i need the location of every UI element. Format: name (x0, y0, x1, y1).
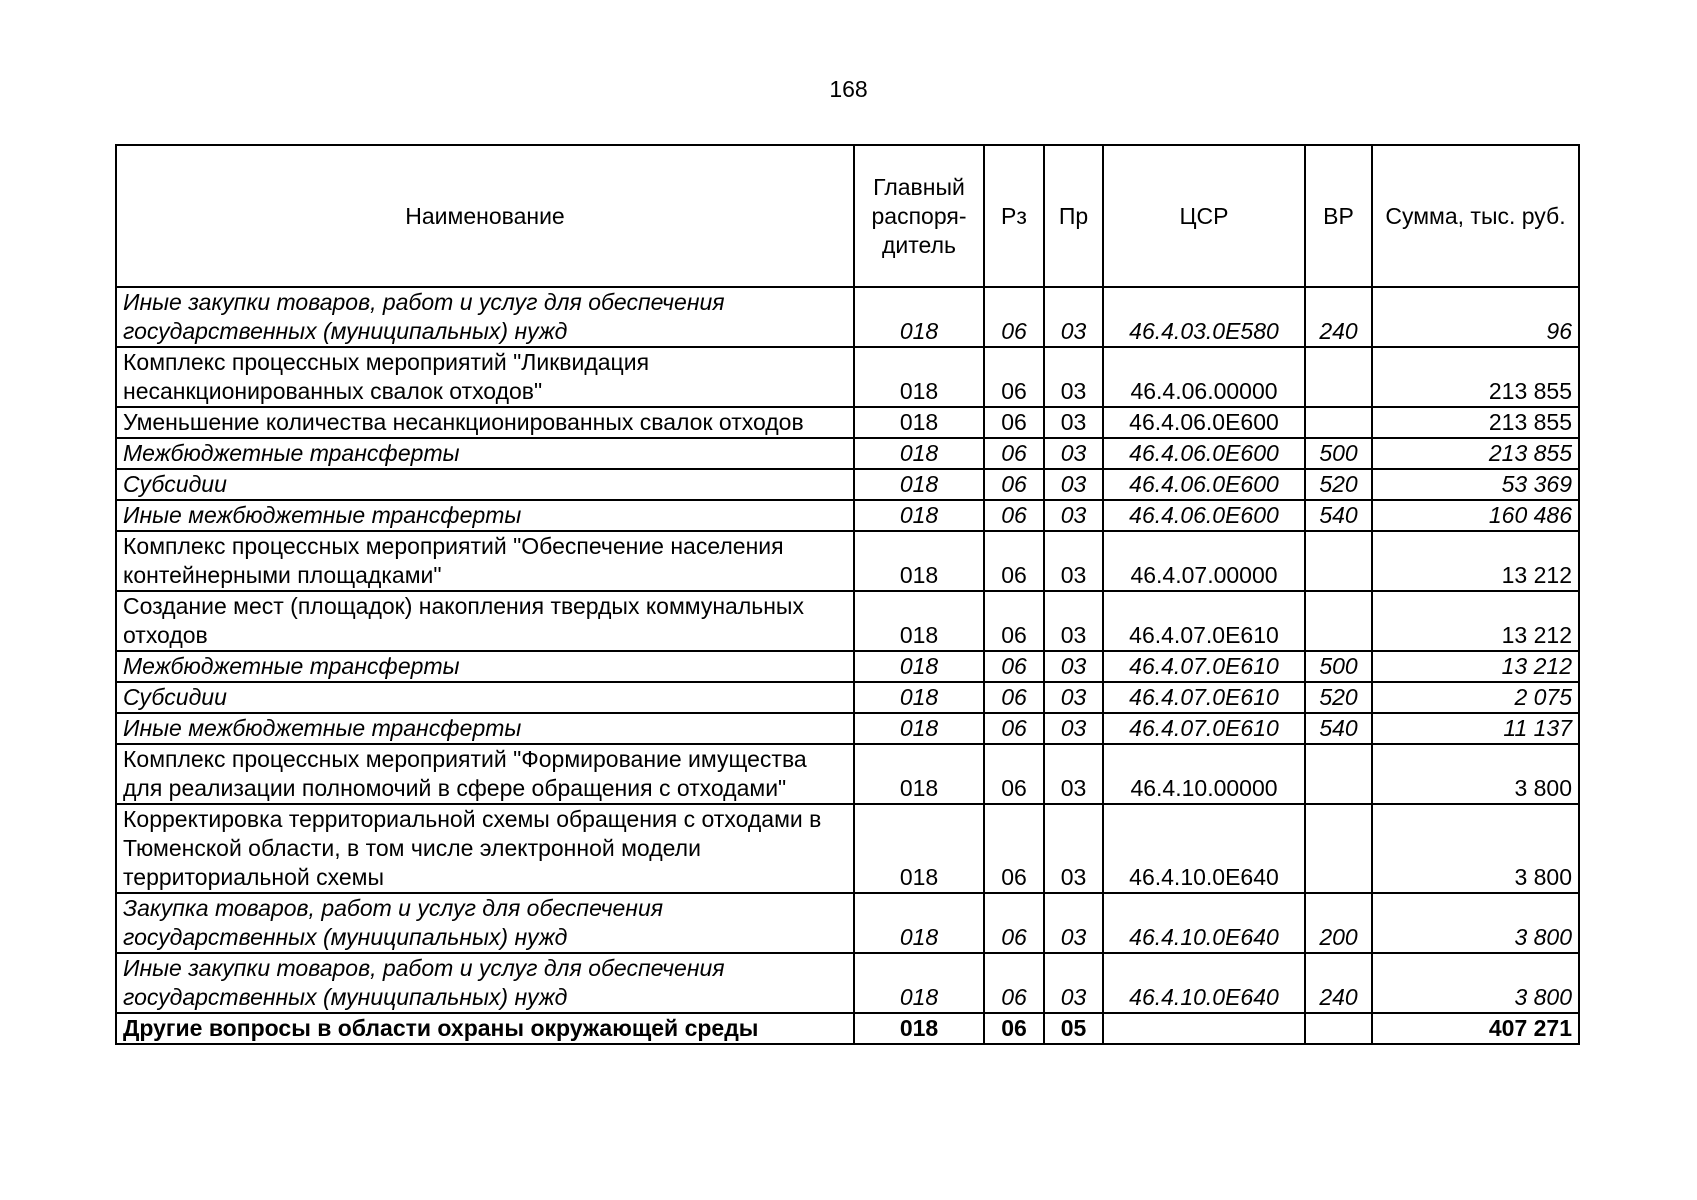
cell-csr: 46.4.10.0Е640 (1103, 893, 1305, 953)
header-rz: Рз (984, 145, 1044, 287)
cell-csr: 46.4.10.00000 (1103, 744, 1305, 804)
cell-sum: 213 855 (1372, 438, 1579, 469)
cell-csr: 46.4.07.0Е610 (1103, 713, 1305, 744)
table-row (116, 651, 1579, 682)
cell-sum: 53 369 (1372, 469, 1579, 500)
table-row (116, 531, 1579, 591)
table-row (116, 438, 1579, 469)
cell-main-manager: 018 (854, 651, 984, 682)
cell-main-manager: 018 (854, 744, 984, 804)
table-row (116, 287, 1579, 347)
cell-vr: 240 (1305, 953, 1372, 1013)
table-row (116, 347, 1579, 407)
cell-pr: 03 (1044, 713, 1103, 744)
cell-main-manager: 018 (854, 438, 984, 469)
cell-main-manager: 018 (854, 893, 984, 953)
table-row (116, 744, 1579, 804)
cell-csr: 46.4.07.0Е610 (1103, 682, 1305, 713)
cell-name: Иные закупки товаров, работ и услуг для обеспечения государственных (муниципальных) нужд (116, 953, 854, 1013)
cell-pr: 03 (1044, 287, 1103, 347)
cell-name: Комплекс процессных мероприятий "Обеспечение населения контейнерными площадками" (116, 531, 854, 591)
cell-name: Комплекс процессных мероприятий "Ликвидация несанкционированных свалок отходов" (116, 347, 854, 407)
cell-rz: 06 (984, 893, 1044, 953)
cell-pr: 03 (1044, 531, 1103, 591)
budget-table (115, 144, 1580, 1045)
page-number: 168 (829, 76, 868, 102)
cell-vr (1305, 744, 1372, 804)
cell-sum: 13 212 (1372, 531, 1579, 591)
cell-vr (1305, 1013, 1372, 1044)
cell-name: Иные межбюджетные трансферты (116, 713, 854, 744)
cell-rz: 06 (984, 347, 1044, 407)
table-row (116, 893, 1579, 953)
cell-name: Иные межбюджетные трансферты (116, 500, 854, 531)
cell-vr (1305, 591, 1372, 651)
cell-vr (1305, 347, 1372, 407)
cell-rz: 06 (984, 1013, 1044, 1044)
cell-vr (1305, 407, 1372, 438)
table-row (116, 682, 1579, 713)
cell-sum: 160 486 (1372, 500, 1579, 531)
cell-csr: 46.4.06.0Е600 (1103, 407, 1305, 438)
cell-csr: 46.4.06.0Е600 (1103, 438, 1305, 469)
cell-main-manager: 018 (854, 1013, 984, 1044)
cell-main-manager: 018 (854, 347, 984, 407)
cell-pr: 05 (1044, 1013, 1103, 1044)
cell-main-manager: 018 (854, 713, 984, 744)
cell-rz: 06 (984, 287, 1044, 347)
cell-pr: 03 (1044, 804, 1103, 893)
cell-csr: 46.4.06.0Е600 (1103, 469, 1305, 500)
cell-vr (1305, 804, 1372, 893)
cell-pr: 03 (1044, 347, 1103, 407)
cell-vr: 540 (1305, 500, 1372, 531)
cell-sum: 3 800 (1372, 893, 1579, 953)
cell-rz: 06 (984, 407, 1044, 438)
header-name: Наименование (116, 145, 854, 287)
cell-sum: 13 212 (1372, 591, 1579, 651)
cell-csr: 46.4.07.0Е610 (1103, 651, 1305, 682)
cell-rz: 06 (984, 744, 1044, 804)
cell-sum: 407 271 (1372, 1013, 1579, 1044)
cell-rz: 06 (984, 531, 1044, 591)
cell-rz: 06 (984, 953, 1044, 1013)
cell-rz: 06 (984, 438, 1044, 469)
cell-main-manager: 018 (854, 591, 984, 651)
cell-csr: 46.4.10.0Е640 (1103, 804, 1305, 893)
cell-vr: 500 (1305, 438, 1372, 469)
header-pr: Пр (1044, 145, 1103, 287)
cell-name: Закупка товаров, работ и услуг для обеспечения государственных (муниципальных) нужд (116, 893, 854, 953)
table-row (116, 407, 1579, 438)
cell-sum: 2 075 (1372, 682, 1579, 713)
cell-name: Иные закупки товаров, работ и услуг для обеспечения государственных (муниципальных) нужд (116, 287, 854, 347)
cell-pr: 03 (1044, 744, 1103, 804)
cell-pr: 03 (1044, 651, 1103, 682)
cell-vr: 200 (1305, 893, 1372, 953)
cell-pr: 03 (1044, 500, 1103, 531)
header-sum: Сумма, тыс. руб. (1372, 145, 1579, 287)
cell-sum: 3 800 (1372, 953, 1579, 1013)
cell-main-manager: 018 (854, 407, 984, 438)
cell-vr (1305, 531, 1372, 591)
cell-vr: 540 (1305, 713, 1372, 744)
cell-csr: 46.4.06.0Е600 (1103, 500, 1305, 531)
cell-rz: 06 (984, 713, 1044, 744)
header-csr: ЦСР (1103, 145, 1305, 287)
cell-name: Субсидии (116, 682, 854, 713)
cell-name: Межбюджетные трансферты (116, 438, 854, 469)
cell-csr: 46.4.07.0Е610 (1103, 591, 1305, 651)
cell-pr: 03 (1044, 438, 1103, 469)
table-header-row (116, 145, 1579, 287)
cell-csr: 46.4.03.0Е580 (1103, 287, 1305, 347)
cell-main-manager: 018 (854, 953, 984, 1013)
cell-sum: 96 (1372, 287, 1579, 347)
cell-csr: 46.4.06.00000 (1103, 347, 1305, 407)
cell-vr: 520 (1305, 469, 1372, 500)
header-main-manager: Главный распоря-дитель (854, 145, 984, 287)
cell-csr (1103, 1013, 1305, 1044)
cell-name: Корректировка территориальной схемы обращения с отходами в Тюменской области, в том числе электронной модели территориальной схемы (116, 804, 854, 893)
cell-rz: 06 (984, 591, 1044, 651)
table-row (116, 713, 1579, 744)
cell-pr: 03 (1044, 953, 1103, 1013)
cell-pr: 03 (1044, 407, 1103, 438)
cell-vr: 500 (1305, 651, 1372, 682)
cell-sum: 3 800 (1372, 804, 1579, 893)
cell-main-manager: 018 (854, 469, 984, 500)
cell-sum: 13 212 (1372, 651, 1579, 682)
cell-vr: 520 (1305, 682, 1372, 713)
cell-pr: 03 (1044, 469, 1103, 500)
cell-main-manager: 018 (854, 682, 984, 713)
table-row (116, 469, 1579, 500)
cell-pr: 03 (1044, 893, 1103, 953)
cell-name: Другие вопросы в области охраны окружающей среды (116, 1013, 854, 1044)
table-row (116, 591, 1579, 651)
cell-main-manager: 018 (854, 500, 984, 531)
cell-name: Субсидии (116, 469, 854, 500)
cell-rz: 06 (984, 804, 1044, 893)
cell-rz: 06 (984, 500, 1044, 531)
cell-vr: 240 (1305, 287, 1372, 347)
table-row (116, 953, 1579, 1013)
cell-csr: 46.4.10.0Е640 (1103, 953, 1305, 1013)
cell-main-manager: 018 (854, 531, 984, 591)
cell-rz: 06 (984, 651, 1044, 682)
cell-sum: 213 855 (1372, 347, 1579, 407)
cell-rz: 06 (984, 682, 1044, 713)
cell-pr: 03 (1044, 682, 1103, 713)
table-row (116, 500, 1579, 531)
cell-sum: 3 800 (1372, 744, 1579, 804)
cell-sum: 213 855 (1372, 407, 1579, 438)
cell-name: Уменьшение количества несанкционированных свалок отходов (116, 407, 854, 438)
cell-main-manager: 018 (854, 287, 984, 347)
cell-rz: 06 (984, 469, 1044, 500)
cell-csr: 46.4.07.00000 (1103, 531, 1305, 591)
cell-sum: 11 137 (1372, 713, 1579, 744)
table-row (116, 804, 1579, 893)
header-vr: ВР (1305, 145, 1372, 287)
cell-name: Межбюджетные трансферты (116, 651, 854, 682)
cell-main-manager: 018 (854, 804, 984, 893)
cell-name: Создание мест (площадок) накопления твердых коммунальных отходов (116, 591, 854, 651)
cell-name: Комплекс процессных мероприятий "Формирование имущества для реализации полномочий в сфере обращения с отходами" (116, 744, 854, 804)
table-row (116, 1013, 1579, 1044)
cell-pr: 03 (1044, 591, 1103, 651)
